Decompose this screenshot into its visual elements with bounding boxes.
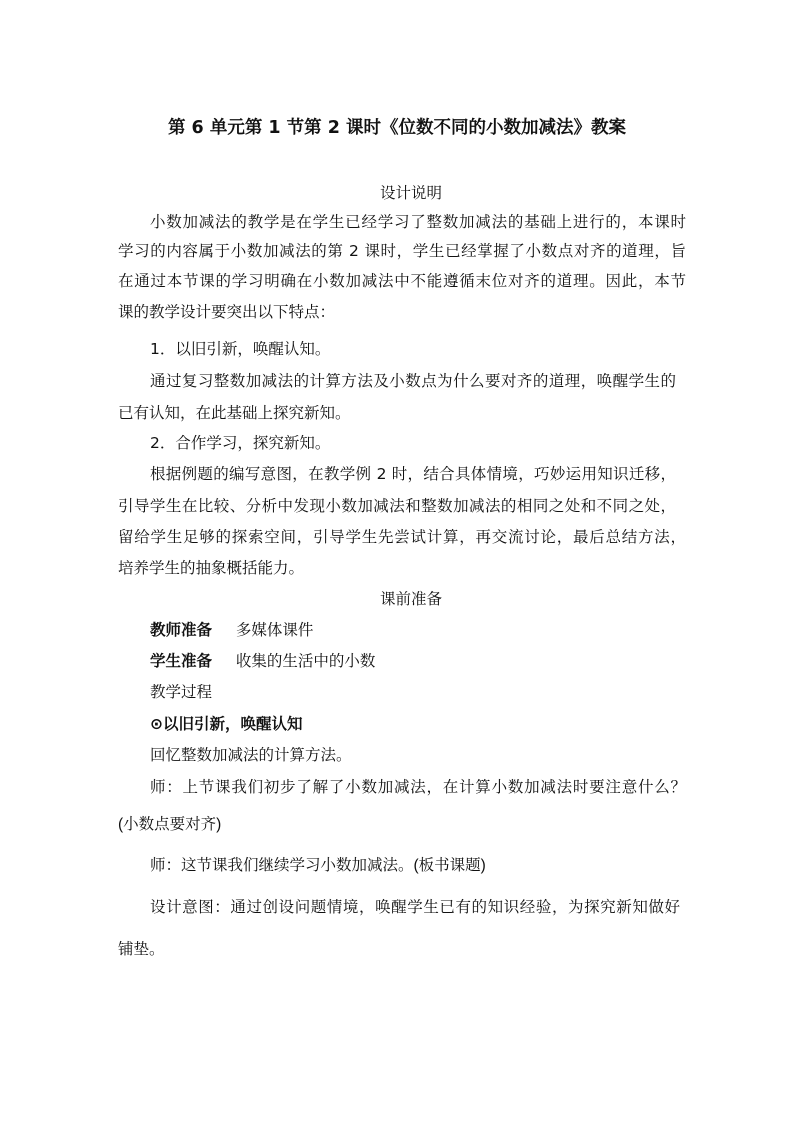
- paragraph-line: 小数加减法的教学是在学生已经学习了整数加减法的基础上进行的，本课时: [150, 213, 686, 231]
- paragraph-line: 培养学生的抽象概括能力。: [118, 559, 305, 577]
- paragraph-line: 根据例题的编写意图，在教学例 2 时，结合具体情境，巧妙运用知识迁移，: [150, 465, 676, 483]
- page-title: 第 6 单元第 1 节第 2 课时《位数不同的小数加减法》教案: [167, 118, 627, 138]
- review-line: 回忆整数加减法的计算方法。: [150, 746, 352, 764]
- student-prep-row: [150, 650, 375, 672]
- answer-line: (小数点要对齐): [118, 816, 222, 833]
- paragraph-line: 引导学生在比较、分析中发现小数加减法和整数加减法的相同之处和不同之处，: [118, 497, 676, 515]
- point-title: 2．合作学习，探究新知。: [150, 434, 331, 452]
- student-prep-value: 收集的生活中的小数: [235, 652, 376, 670]
- design-intent-line: 设计意图：通过创设问题情境，唤醒学生已有的知识经验，为探究新知做好: [150, 899, 680, 916]
- paragraph-line: 通过复习整数加减法的计算方法及小数点为什么要对齐的道理，唤醒学生的: [150, 372, 676, 390]
- student-prep-label: 学生准备: [150, 652, 213, 670]
- paragraph-line: 已有认知，在此基础上探究新知。: [118, 404, 351, 422]
- section-title: ⊙以旧引新，唤醒认知: [150, 715, 303, 733]
- paragraph-line: 在通过本节课的学习明确在小数加减法中不能遵循末位对齐的道理。因此，本节: [118, 272, 686, 290]
- point-title: 1．以旧引新，唤醒认知。: [150, 340, 331, 358]
- design-note-heading: 设计说明: [379, 184, 442, 202]
- teacher-intro: 师：这节课我们继续学习小数加减法。(板书课题): [150, 857, 486, 874]
- teacher-prep-row: [150, 619, 313, 641]
- design-intent-line: 铺垫。: [118, 941, 165, 958]
- paragraph-line: 留给学生足够的探索空间，引导学生先尝试计算，再交流讨论，最后总结方法，: [118, 528, 686, 546]
- paragraph-line: 课的教学设计要突出以下特点：: [118, 303, 336, 321]
- process-heading: 教学过程: [150, 683, 213, 701]
- paragraph-line: 学习的内容属于小数加减法的第 2 课时，学生已经掌握了小数点对齐的道理，旨: [118, 242, 686, 260]
- teacher-prep-value: 多媒体课件: [235, 621, 314, 639]
- preparation-heading: 课前准备: [379, 590, 442, 608]
- teacher-question: 师：上节课我们初步了解了小数加减法，在计算小数加减法时要注意什么？: [150, 778, 686, 796]
- teacher-prep-label: 教师准备: [150, 621, 213, 639]
